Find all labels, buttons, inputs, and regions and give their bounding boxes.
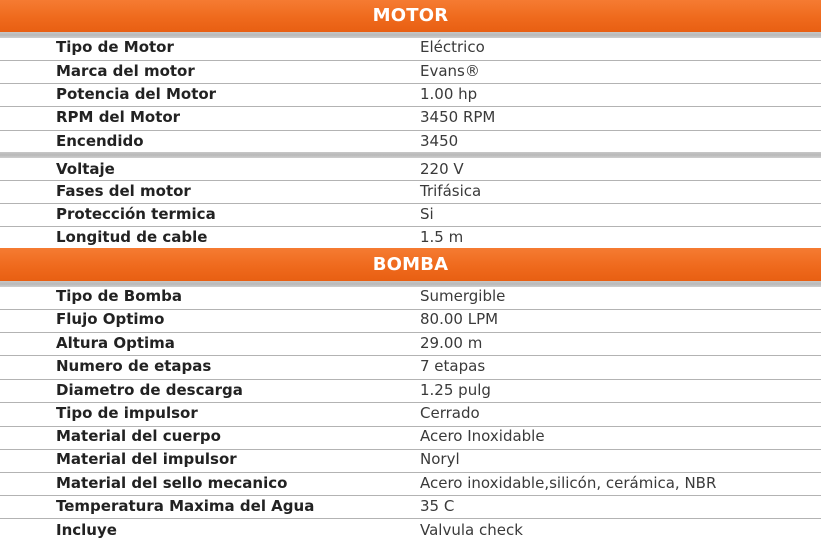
spec-label: Potencia del Motor — [56, 85, 217, 103]
section-header-motor: MOTOR — [0, 0, 821, 32]
section-header-bomba: BOMBA — [0, 248, 821, 281]
spec-row-diametro-de-descarga — [0, 380, 821, 403]
spec-label: RPM del Motor — [56, 108, 181, 126]
spec-label: Incluye — [56, 521, 117, 539]
spec-value: Trifásica — [420, 182, 482, 200]
spec-row-encendido — [0, 131, 821, 152]
spec-value: Sumergible — [420, 287, 506, 305]
spec-label: Altura Optima — [56, 334, 175, 352]
spec-row-material-del-cuerpo — [0, 427, 821, 450]
spec-label: Fases del motor — [56, 182, 191, 200]
spec-row-numero-de-etapas — [0, 356, 821, 380]
spec-value: 80.00 LPM — [420, 310, 499, 328]
spec-value: Cerrado — [420, 404, 480, 422]
spec-row-rpm-del-motor — [0, 107, 821, 131]
spec-label: Temperatura Maxima del Agua — [56, 497, 315, 515]
spec-label: Material del cuerpo — [56, 427, 221, 445]
spec-row-incluye — [0, 519, 821, 539]
spec-value: 29.00 m — [420, 334, 483, 352]
spec-value: 220 V — [420, 160, 464, 178]
spec-row-marca-del-motor — [0, 61, 821, 84]
spec-row-fases-del-motor — [0, 181, 821, 204]
spec-value: 3450 — [420, 132, 459, 150]
spec-label: Flujo Optimo — [56, 310, 165, 328]
spec-row-potencia-del-motor — [0, 84, 821, 107]
spec-row-flujo-optimo — [0, 310, 821, 333]
spec-value: 1.5 m — [420, 228, 464, 246]
spec-row-material-del-impulsor — [0, 450, 821, 473]
spec-value: Acero inoxidable,silicón, cerámica, NBR — [420, 474, 717, 492]
spec-label: Voltaje — [56, 160, 115, 178]
spec-row-longitud-de-cable — [0, 227, 821, 248]
spec-row-tipo-de-motor — [0, 38, 821, 61]
spec-value: 7 etapas — [420, 357, 486, 375]
spec-label: Encendido — [56, 132, 144, 150]
spec-row-altura-optima — [0, 333, 821, 356]
spec-label: Tipo de impulsor — [56, 404, 198, 422]
spec-value: 1.00 hp — [420, 85, 478, 103]
spec-value: Eléctrico — [420, 38, 485, 56]
spec-value: Acero Inoxidable — [420, 427, 545, 445]
spec-label: Protección termica — [56, 205, 216, 223]
spec-row-proteccion-termica — [0, 204, 821, 227]
spec-label: Numero de etapas — [56, 357, 212, 375]
spec-value: Noryl — [420, 450, 460, 468]
spec-row-temperatura-maxima-del-agua — [0, 496, 821, 519]
spec-label: Diametro de descarga — [56, 381, 243, 399]
spec-value: Si — [420, 205, 434, 223]
spec-value: Valvula check — [420, 521, 523, 539]
spec-label: Marca del motor — [56, 62, 195, 80]
spec-label: Material del impulsor — [56, 450, 237, 468]
spec-label: Tipo de Bomba — [56, 287, 182, 305]
spec-value: 35 C — [420, 497, 455, 515]
spec-label: Material del sello mecanico — [56, 474, 288, 492]
spec-label: Longitud de cable — [56, 228, 208, 246]
spec-row-material-del-sello-mecanico — [0, 473, 821, 496]
spec-value: 1.25 pulg — [420, 381, 491, 399]
spec-row-tipo-de-bomba — [0, 287, 821, 310]
spec-label: Tipo de Motor — [56, 38, 174, 56]
spec-value: Evans® — [420, 62, 480, 80]
spec-row-voltaje — [0, 158, 821, 181]
spec-value: 3450 RPM — [420, 108, 496, 126]
spec-row-tipo-de-impulsor — [0, 403, 821, 427]
